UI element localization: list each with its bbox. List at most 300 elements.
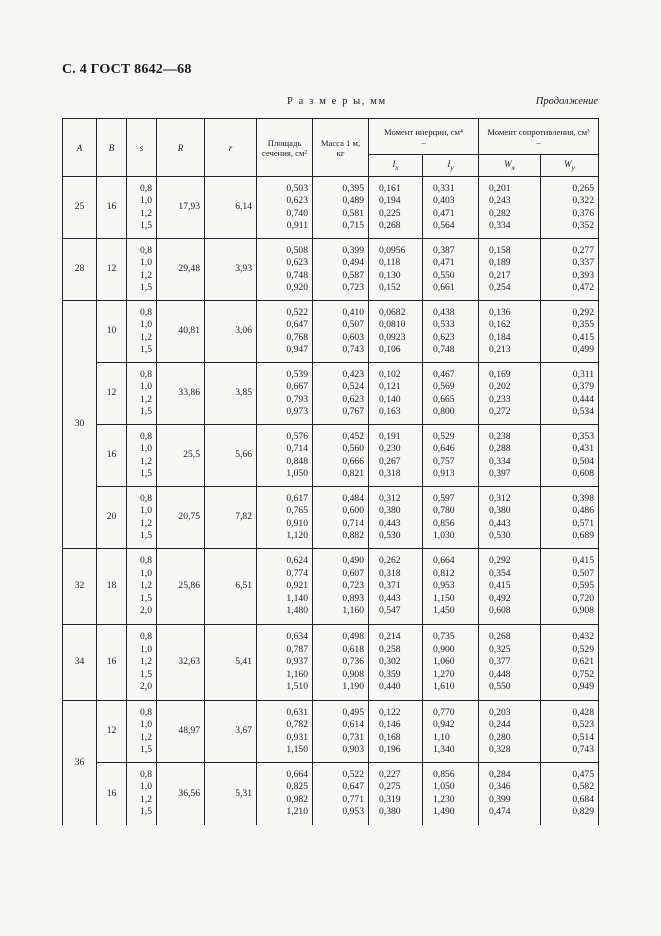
- cell-area-value: 0,782: [286, 719, 308, 730]
- cell-Wy-value: 0,499: [572, 344, 594, 355]
- cell-s-value: 1,2: [140, 793, 152, 805]
- cell-Wx: [479, 763, 541, 825]
- cell-s-value: 0,8: [140, 306, 152, 318]
- cell-Ix-value: 0,0956: [379, 244, 406, 256]
- cell-Wx-value: 0,280: [489, 731, 511, 743]
- cell-Wy-value: 0,322: [572, 195, 594, 206]
- cell-Wy-value: 0,534: [572, 406, 594, 417]
- cell-Wx-value: 0,203: [489, 706, 511, 718]
- cell-B: 16: [97, 763, 127, 825]
- col-Ix-header: $I_x$: [369, 155, 423, 177]
- cell-Ix: [369, 763, 423, 825]
- cell-Iy: [423, 301, 479, 363]
- cell-Ix-value: 0,102: [379, 368, 401, 380]
- cell-area-value: 1,210: [286, 806, 308, 818]
- cell-Wy: [541, 701, 599, 763]
- cell-r: 7,82: [205, 487, 257, 549]
- cell-area-value: 0,947: [286, 344, 308, 355]
- cell-area-value: 0,765: [286, 505, 308, 516]
- cell-Ix-value: 0,380: [379, 806, 401, 818]
- cell-Iy-value: 0,403: [433, 195, 455, 206]
- cell-Iy: [423, 763, 479, 825]
- cell-Wy-value: 0,529: [572, 643, 594, 655]
- table-row: [63, 487, 599, 549]
- cell-r: 6,51: [205, 549, 257, 625]
- cell-Iy-value: 0,438: [433, 306, 455, 318]
- cell-mass-value: 0,498: [342, 631, 364, 643]
- cell-area-value: 0,787: [286, 643, 308, 655]
- cell-area-value: 0,768: [286, 331, 308, 343]
- cell-Wy-value: 0,582: [572, 781, 594, 793]
- table-head: [63, 119, 599, 177]
- cell-B: 16: [97, 177, 127, 239]
- cell-mass-value: 0,623: [342, 393, 364, 405]
- cell-s-value: 1,2: [140, 517, 152, 529]
- cell-s-value: 1,0: [140, 505, 152, 516]
- cell-R: 32,63: [157, 625, 205, 701]
- cell-s-value: 1,5: [140, 282, 152, 293]
- cell-mass-value: 0,723: [342, 580, 364, 592]
- cell-Wx: [479, 701, 541, 763]
- cell-mass-value: 0,489: [342, 195, 364, 206]
- cell-mass-value: 0,560: [342, 443, 364, 454]
- cell-Iy-value: 1,490: [433, 806, 455, 818]
- cell-Ix: [369, 549, 423, 625]
- cell-Wy-value: 0,379: [572, 381, 594, 392]
- cell-Iy-value: 1,060: [433, 656, 455, 668]
- cell-Wx-value: 0,448: [489, 668, 511, 680]
- cell-area-value: 0,774: [286, 567, 308, 579]
- cell-mass-value: 0,452: [342, 430, 364, 442]
- cell-mass: [313, 763, 369, 825]
- cell-Wy-value: 0,352: [572, 220, 594, 231]
- cell-Wx-value: 0,443: [489, 517, 511, 529]
- cell-Wx-value: 0,202: [489, 381, 511, 392]
- cell-mass-value: 0,603: [342, 331, 364, 343]
- cell-Wy-value: 0,684: [572, 793, 594, 805]
- cell-Iy-value: 0,471: [433, 207, 455, 219]
- cell-B: 18: [97, 549, 127, 625]
- cell-B: 12: [97, 701, 127, 763]
- cell-mass-value: 0,731: [342, 731, 364, 743]
- caption-continued: Продолжение: [535, 96, 598, 107]
- col-r-header: r: [205, 119, 257, 177]
- cell-area-value: 0,631: [286, 706, 308, 718]
- cell-Ix-value: 0,262: [379, 555, 401, 567]
- table-row: [63, 239, 599, 301]
- cell-area-value: 0,539: [286, 368, 308, 380]
- cell-Wx-value: 0,354: [489, 567, 511, 579]
- cell-mass-value: 0,395: [342, 182, 364, 194]
- cell-Ix-value: 0,191: [379, 430, 401, 442]
- cell-Iy: [423, 701, 479, 763]
- cell-Ix-value: 0,267: [379, 455, 401, 467]
- cell-Wy-value: 0,507: [572, 567, 594, 579]
- cell-Ix-value: 0,258: [379, 643, 401, 655]
- cell-area-value: 0,623: [286, 195, 308, 206]
- cell-Wx-value: 0,284: [489, 768, 511, 780]
- cell-s-value: 2,0: [140, 605, 152, 617]
- cell-mass-value: 0,522: [342, 768, 364, 780]
- cell-r: 3,93: [205, 239, 257, 301]
- cell-Wy-value: 0,486: [572, 505, 594, 516]
- cell-Wx: [479, 549, 541, 625]
- cell-Wx-value: 0,217: [489, 269, 511, 281]
- cell-s-value: 0,8: [140, 768, 152, 780]
- cell-Wx-value: 0,530: [489, 530, 511, 541]
- cell-Wx: [479, 425, 541, 487]
- cell-R: 40,81: [157, 301, 205, 363]
- cell-Ix-value: 0,275: [379, 781, 401, 793]
- cell-s: [127, 487, 157, 549]
- cell-s-value: 1,5: [140, 668, 152, 680]
- cell-A: 28: [63, 239, 97, 301]
- cell-Iy: [423, 625, 479, 701]
- table-row: [63, 625, 599, 701]
- cell-Ix-value: 0,371: [379, 580, 401, 592]
- cell-mass-value: 1,190: [342, 681, 364, 693]
- cell-B: 10: [97, 301, 127, 363]
- cell-Wy-value: 0,752: [572, 668, 594, 680]
- cell-mass-value: 0,714: [342, 517, 364, 529]
- cell-Wy: [541, 487, 599, 549]
- cell-area: [257, 301, 313, 363]
- cell-mass-value: 0,484: [342, 492, 364, 504]
- cell-mass-value: 0,953: [342, 806, 364, 818]
- col-Wy-header: $W_y$: [541, 155, 599, 177]
- cell-mass-value: 0,821: [342, 468, 364, 479]
- cell-B: 12: [97, 239, 127, 301]
- cell-Wy-value: 0,415: [572, 555, 594, 567]
- cell-s-value: 0,8: [140, 631, 152, 643]
- cell-Ix-value: 0,146: [379, 719, 401, 730]
- cell-Wy-value: 0,720: [572, 592, 594, 604]
- cell-mass: [313, 363, 369, 425]
- cell-mass-value: 0,882: [342, 530, 364, 541]
- col-area-header: Площадь сечения, см²: [257, 119, 313, 177]
- cell-Iy-value: 0,331: [433, 182, 455, 194]
- cell-s-value: 0,8: [140, 368, 152, 380]
- cell-Wx-value: 0,201: [489, 182, 511, 194]
- cell-Ix-value: 0,0682: [379, 306, 406, 318]
- cell-Wx-value: 0,474: [489, 806, 511, 818]
- cell-Ix-value: 0,118: [379, 257, 401, 268]
- cell-s-value: 1,2: [140, 393, 152, 405]
- cell-Iy-value: 0,664: [433, 555, 455, 567]
- cell-Wy-value: 0,355: [572, 319, 594, 330]
- cell-Iy-value: 0,533: [433, 319, 455, 330]
- cell-area: [257, 487, 313, 549]
- cell-Ix-value: 0,196: [379, 744, 401, 755]
- cell-Wy-value: 0,514: [572, 731, 594, 743]
- cell-Wx-value: 0,288: [489, 443, 511, 454]
- cell-Iy-value: 0,597: [433, 492, 455, 504]
- cell-area: [257, 363, 313, 425]
- cell-Wx-value: 0,292: [489, 555, 511, 567]
- cell-A: 36: [63, 701, 97, 825]
- cell-R: 29,48: [157, 239, 205, 301]
- table-row: [63, 363, 599, 425]
- cell-Wy-value: 0,376: [572, 207, 594, 219]
- cell-Wx-value: 0,380: [489, 505, 511, 516]
- cell-Ix-value: 0,318: [379, 567, 401, 579]
- cell-A: 32: [63, 549, 97, 625]
- cell-area: [257, 763, 313, 825]
- cell-Wy-value: 0,277: [572, 244, 594, 256]
- col-B-header: B: [97, 119, 127, 177]
- cell-area-value: 1,120: [286, 530, 308, 541]
- cell-Wx-value: 0,399: [489, 793, 511, 805]
- cell-Iy-value: 0,757: [433, 455, 455, 467]
- cell-Wx: [479, 301, 541, 363]
- cell-area-value: 0,624: [286, 555, 308, 567]
- cell-Wx-value: 0,397: [489, 468, 511, 479]
- cell-Ix-value: 0,214: [379, 631, 401, 643]
- cell-mass-value: 1,160: [342, 605, 364, 617]
- cell-Wx: [479, 625, 541, 701]
- cell-Iy-value: 0,900: [433, 643, 455, 655]
- cell-B: 16: [97, 625, 127, 701]
- cell-Wy-value: 0,415: [572, 331, 594, 343]
- cell-Ix-value: 0,152: [379, 282, 401, 293]
- cell-mass-value: 0,524: [342, 381, 364, 392]
- cell-Wy-value: 0,908: [572, 605, 594, 617]
- cell-Iy-value: 0,800: [433, 406, 455, 417]
- cell-s-value: 1,2: [140, 455, 152, 467]
- cell-Wx-value: 0,254: [489, 282, 511, 293]
- cell-Ix-value: 0,168: [379, 731, 401, 743]
- cell-mass: [313, 301, 369, 363]
- col-resist-header: [479, 119, 599, 155]
- cell-mass-value: 0,423: [342, 368, 364, 380]
- cell-mass: [313, 549, 369, 625]
- cell-mass-value: 0,507: [342, 319, 364, 330]
- cell-Ix-value: 0,268: [379, 220, 401, 231]
- cell-Iy-value: 1,150: [433, 592, 455, 604]
- cell-Wx-value: 0,312: [489, 492, 511, 504]
- cell-s: [127, 625, 157, 701]
- cell-Wy-value: 0,398: [572, 492, 594, 504]
- cell-Wx-value: 0,243: [489, 195, 511, 206]
- cell-Iy-value: 1,450: [433, 605, 455, 617]
- cell-s: [127, 763, 157, 825]
- cell-Iy-value: 1,340: [433, 744, 455, 755]
- cell-Iy-value: 0,812: [433, 567, 455, 579]
- cell-Wy: [541, 625, 599, 701]
- cell-s-value: 1,0: [140, 319, 152, 330]
- cell-Wy: [541, 363, 599, 425]
- cell-area-value: 0,667: [286, 381, 308, 392]
- cell-Wy-value: 0,432: [572, 631, 594, 643]
- cell-Iy-value: 0,856: [433, 517, 455, 529]
- cell-Wy-value: 0,311: [572, 368, 594, 380]
- cell-Wx-value: 0,244: [489, 719, 511, 730]
- cell-Wy-value: 0,444: [572, 393, 594, 405]
- cell-mass-value: 0,736: [342, 656, 364, 668]
- cell-Ix-value: 0,440: [379, 681, 401, 693]
- cell-mass-value: 0,607: [342, 567, 364, 579]
- cell-area-value: 0,848: [286, 455, 308, 467]
- cell-Iy: [423, 549, 479, 625]
- cell-Iy-value: 0,467: [433, 368, 455, 380]
- cell-Iy-value: 0,770: [433, 706, 455, 718]
- cell-s: [127, 425, 157, 487]
- cell-Wy-value: 0,428: [572, 706, 594, 718]
- cell-s-value: 1,0: [140, 781, 152, 793]
- cell-Wx: [479, 177, 541, 239]
- col-Wx-header: $W_x$: [479, 155, 541, 177]
- cell-Ix-value: 0,227: [379, 768, 401, 780]
- cell-Iy: [423, 425, 479, 487]
- cell-Iy-value: 0,780: [433, 505, 455, 516]
- cell-B: 20: [97, 487, 127, 549]
- cell-s-value: 0,8: [140, 430, 152, 442]
- cell-Iy-value: 0,913: [433, 468, 455, 479]
- cell-s-value: 1,5: [140, 744, 152, 755]
- table-row: [63, 425, 599, 487]
- cell-area: [257, 701, 313, 763]
- cell-mass-value: 0,600: [342, 505, 364, 516]
- cell-R: 17,93: [157, 177, 205, 239]
- cell-Iy-value: 0,529: [433, 430, 455, 442]
- cell-R: 25,86: [157, 549, 205, 625]
- table-row: [63, 763, 599, 825]
- cell-Ix-value: 0,140: [379, 393, 401, 405]
- cell-Wy-value: 0,829: [572, 806, 594, 818]
- cell-s-value: 1,0: [140, 567, 152, 579]
- cell-mass-value: 0,399: [342, 244, 364, 256]
- cell-Wy: [541, 763, 599, 825]
- cell-Wy-value: 0,431: [572, 443, 594, 454]
- cell-Wy-value: 0,621: [572, 656, 594, 668]
- cell-area-value: 0,714: [286, 443, 308, 454]
- cell-Wx-value: 0,136: [489, 306, 511, 318]
- inertia-sep: –: [421, 136, 426, 147]
- cell-mass-value: 0,893: [342, 592, 364, 604]
- cell-r: 3,06: [205, 301, 257, 363]
- cell-Wy-value: 0,949: [572, 681, 594, 693]
- resist-sep: –: [536, 136, 541, 147]
- cell-Wy: [541, 425, 599, 487]
- caption-title: Р а з м е р ы, мм: [287, 96, 387, 107]
- cell-B: 12: [97, 363, 127, 425]
- cell-Iy-value: 0,735: [433, 631, 455, 643]
- cell-Iy-value: 0,471: [433, 257, 455, 268]
- cell-Ix-value: 0,161: [379, 182, 401, 194]
- cell-area-value: 0,576: [286, 430, 308, 442]
- cell-Iy-value: 0,569: [433, 381, 455, 392]
- cell-Ix: [369, 425, 423, 487]
- cell-R: 36,56: [157, 763, 205, 825]
- cell-s: [127, 701, 157, 763]
- cell-s-value: 1,5: [140, 592, 152, 604]
- cell-Wx-value: 0,334: [489, 220, 511, 231]
- cell-Iy: [423, 487, 479, 549]
- cell-area-value: 0,508: [286, 244, 308, 256]
- cell-Iy-value: 0,646: [433, 443, 455, 454]
- cell-mass: [313, 487, 369, 549]
- cell-s-value: 0,8: [140, 555, 152, 567]
- cell-mass-value: 0,587: [342, 269, 364, 281]
- cell-s-value: 1,5: [140, 468, 152, 479]
- cell-Wx-value: 0,492: [489, 592, 511, 604]
- cell-Ix-value: 0,122: [379, 706, 401, 718]
- cell-Wy: [541, 301, 599, 363]
- table-row: [63, 301, 599, 363]
- cell-Iy-value: 0,748: [433, 344, 455, 355]
- cell-area: [257, 177, 313, 239]
- cell-area-value: 0,623: [286, 257, 308, 268]
- cell-Ix: [369, 487, 423, 549]
- cell-s-value: 1,5: [140, 406, 152, 417]
- cell-Iy-value: 1,230: [433, 793, 455, 805]
- cell-Wy-value: 0,265: [572, 182, 594, 194]
- cell-A: 34: [63, 625, 97, 701]
- cell-s-value: 1,2: [140, 731, 152, 743]
- cell-r: 6,14: [205, 177, 257, 239]
- cell-Iy: [423, 177, 479, 239]
- cell-Wy-value: 0,337: [572, 257, 594, 268]
- cell-Iy: [423, 239, 479, 301]
- cell-Iy-value: 0,665: [433, 393, 455, 405]
- cell-Iy-value: 0,564: [433, 220, 455, 231]
- cell-s-value: 1,5: [140, 530, 152, 541]
- cell-Wx-value: 0,238: [489, 430, 511, 442]
- cell-Ix-value: 0,318: [379, 468, 401, 479]
- cell-s-value: 1,2: [140, 331, 152, 343]
- cell-Wx-value: 0,268: [489, 631, 511, 643]
- cell-Wy-value: 0,504: [572, 455, 594, 467]
- cell-area-value: 0,921: [286, 580, 308, 592]
- cell-s-value: 2,0: [140, 681, 152, 693]
- inertia-label: Момент инерции, см⁴: [384, 126, 463, 137]
- cell-Wy-value: 0,571: [572, 517, 594, 529]
- cell-Iy-value: 1,10: [433, 731, 450, 743]
- cell-Wy-value: 0,353: [572, 430, 594, 442]
- cell-area-value: 1,480: [286, 605, 308, 617]
- table-caption: [62, 96, 598, 112]
- cell-Ix-value: 0,230: [379, 443, 401, 454]
- cell-s-value: 1,0: [140, 719, 152, 730]
- cell-Iy-value: 0,387: [433, 244, 455, 256]
- cell-area-value: 1,160: [286, 668, 308, 680]
- cell-Ix: [369, 177, 423, 239]
- cell-mass-value: 0,494: [342, 257, 364, 268]
- cell-area-value: 0,617: [286, 492, 308, 504]
- table-body: [63, 177, 599, 825]
- col-s-header: s: [127, 119, 157, 177]
- cell-Wy-value: 0,689: [572, 530, 594, 541]
- cell-Ix-value: 0,106: [379, 344, 401, 355]
- cell-mass-value: 0,410: [342, 306, 364, 318]
- cell-s-value: 0,8: [140, 706, 152, 718]
- cell-area: [257, 549, 313, 625]
- cell-R: 25,5: [157, 425, 205, 487]
- cell-s-value: 1,0: [140, 381, 152, 392]
- cell-Ix-value: 0,380: [379, 505, 401, 516]
- cell-area-value: 1,510: [286, 681, 308, 693]
- cell-Ix: [369, 301, 423, 363]
- cell-area-value: 0,910: [286, 517, 308, 529]
- cell-area-value: 0,937: [286, 656, 308, 668]
- cell-s-value: 1,5: [140, 806, 152, 818]
- cell-Wx-value: 0,282: [489, 207, 511, 219]
- cell-area-value: 0,931: [286, 731, 308, 743]
- cell-mass: [313, 425, 369, 487]
- cell-Ix-value: 0,302: [379, 656, 401, 668]
- cell-Ix-value: 0,359: [379, 668, 401, 680]
- cell-Ix-value: 0,130: [379, 269, 401, 281]
